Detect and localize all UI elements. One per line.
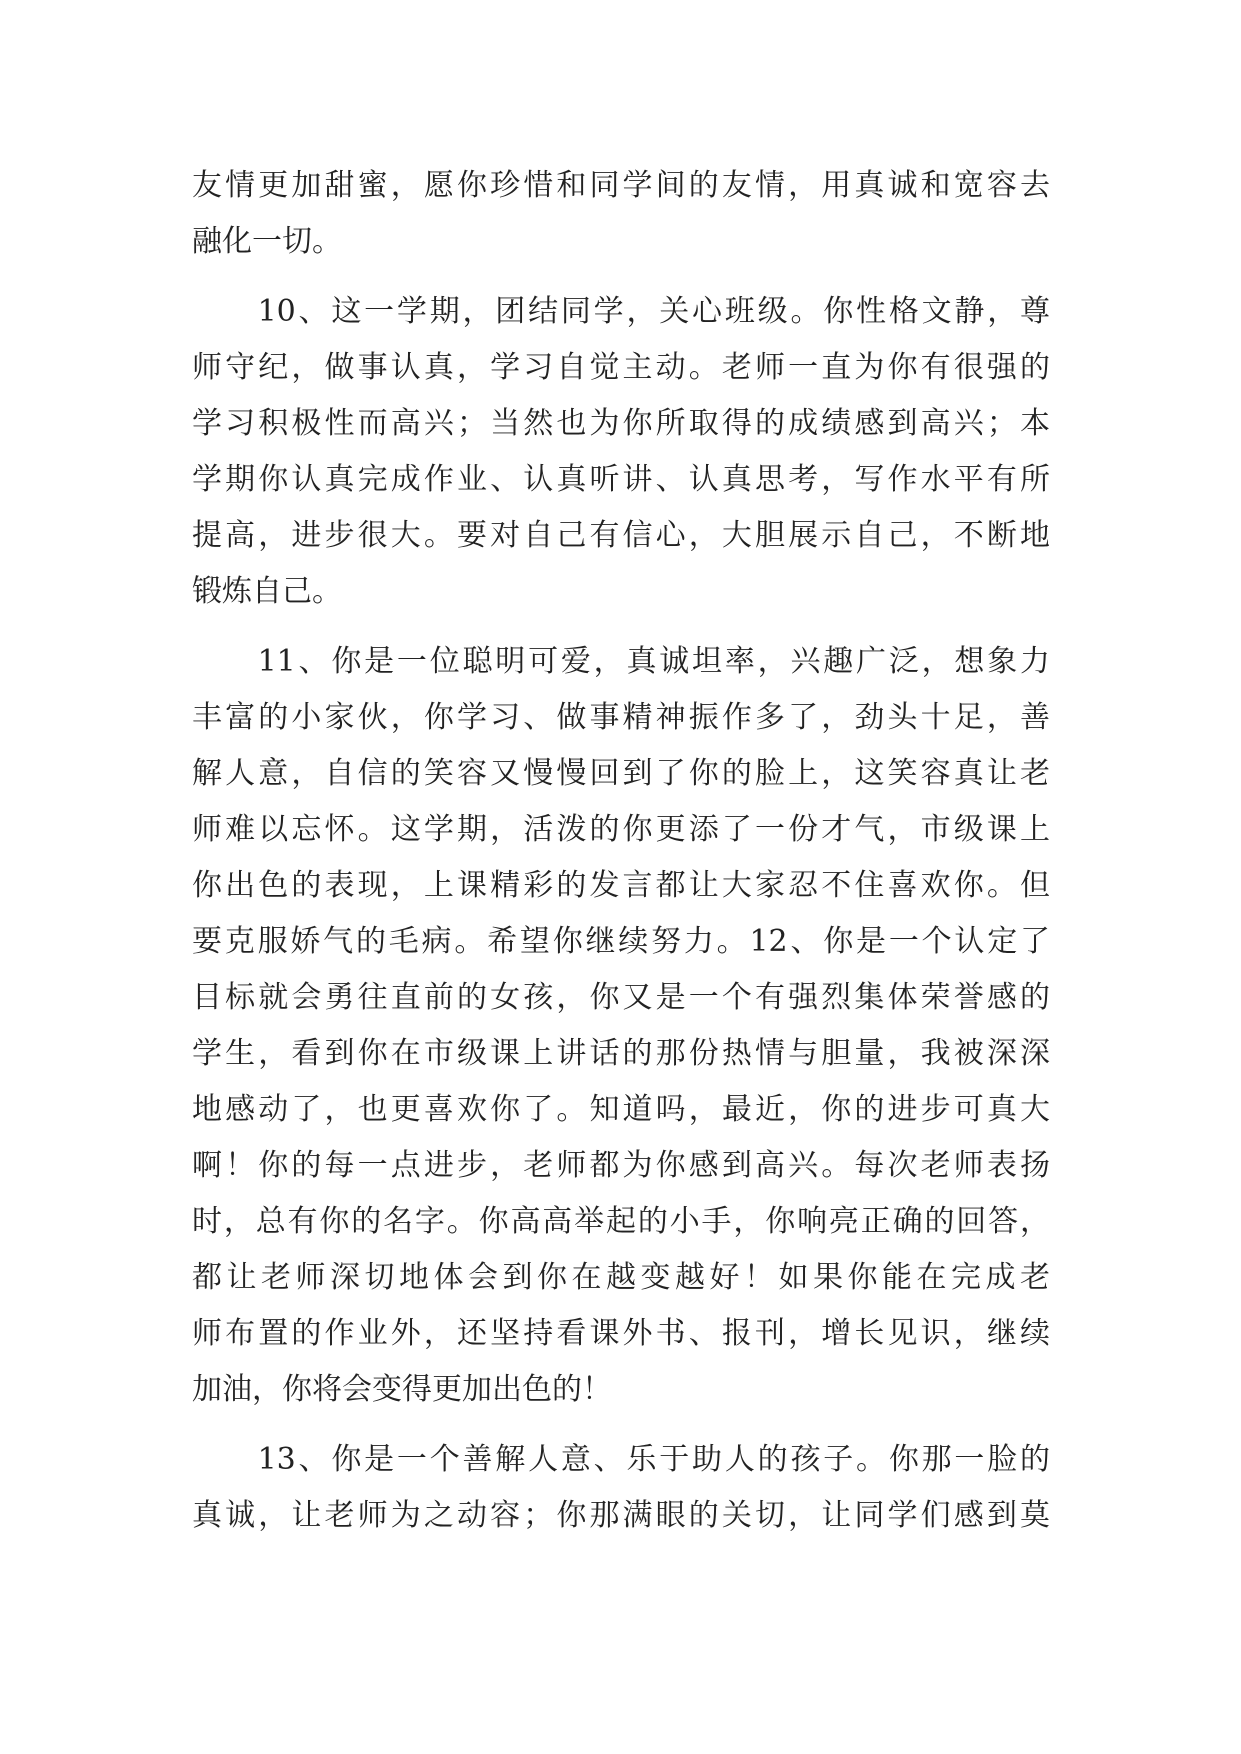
paragraph-11 (192, 634, 1050, 1418)
text-line: 丰富的小家伙，你学习、做事精神振作多了，劲头十足，善 (192, 700, 1050, 735)
text-line: 地感动了，也更喜欢你了。知道吗，最近，你的进步可真大 (192, 1092, 1050, 1127)
text-line: 10、这一学期，团结同学，关心班级。你性格文静，尊 (192, 294, 1050, 329)
text-line: 解人意，自信的笑容又慢慢回到了你的脸上，这笑容真让老 (192, 756, 1050, 791)
text-line: 师布置的作业外，还坚持看课外书、报刊，增长见识，继续 (192, 1316, 1050, 1351)
text-line: 时，总有你的名字。你高高举起的小手，你响亮正确的回答， (192, 1204, 1050, 1239)
paragraph-10 (192, 284, 1050, 620)
paragraph-continuation (192, 158, 1050, 270)
text-line: 目标就会勇往直前的女孩，你又是一个有强烈集体荣誉感的 (192, 980, 1050, 1015)
text-line: 你出色的表现，上课精彩的发言都让大家忍不住喜欢你。但 (192, 868, 1050, 903)
text-line: 都让老师深切地体会到你在越变越好！如果你能在完成老 (192, 1260, 1050, 1295)
text-line: 学习积极性而高兴；当然也为你所取得的成绩感到高兴；本 (192, 406, 1050, 441)
document-body (192, 158, 1050, 1544)
text-line: 13、你是一个善解人意、乐于助人的孩子。你那一脸的 (192, 1442, 1050, 1477)
text-line: 真诚，让老师为之动容；你那满眼的关切，让同学们感到莫 (192, 1498, 1050, 1533)
text-line: 提高，进步很大。要对自己有信心，大胆展示自己，不断地 (192, 518, 1050, 553)
text-line: 啊！你的每一点进步，老师都为你感到高兴。每次老师表扬 (192, 1148, 1050, 1183)
text-line: 师守纪，做事认真，学习自觉主动。老师一直为你有很强的 (192, 350, 1050, 385)
text-line: 友情更加甜蜜，愿你珍惜和同学间的友情，用真诚和宽容去 (192, 168, 1050, 203)
text-line: 师难以忘怀。这学期，活泼的你更添了一份才气，市级课上 (192, 812, 1050, 847)
text-line: 加油，你将会变得更加出色的！ (192, 1372, 612, 1407)
text-line: 要克服娇气的毛病。希望你继续努力。12、你是一个认定了 (192, 924, 1050, 959)
text-line: 学生，看到你在市级课上讲话的那份热情与胆量，我被深深 (192, 1036, 1050, 1071)
paragraph-13 (192, 1432, 1050, 1544)
text-line: 锻炼自己。 (192, 574, 342, 609)
text-line: 融化一切。 (192, 224, 342, 259)
text-line: 学期你认真完成作业、认真听讲、认真思考，写作水平有所 (192, 462, 1050, 497)
text-line: 11、你是一位聪明可爱，真诚坦率，兴趣广泛，想象力 (192, 644, 1050, 679)
